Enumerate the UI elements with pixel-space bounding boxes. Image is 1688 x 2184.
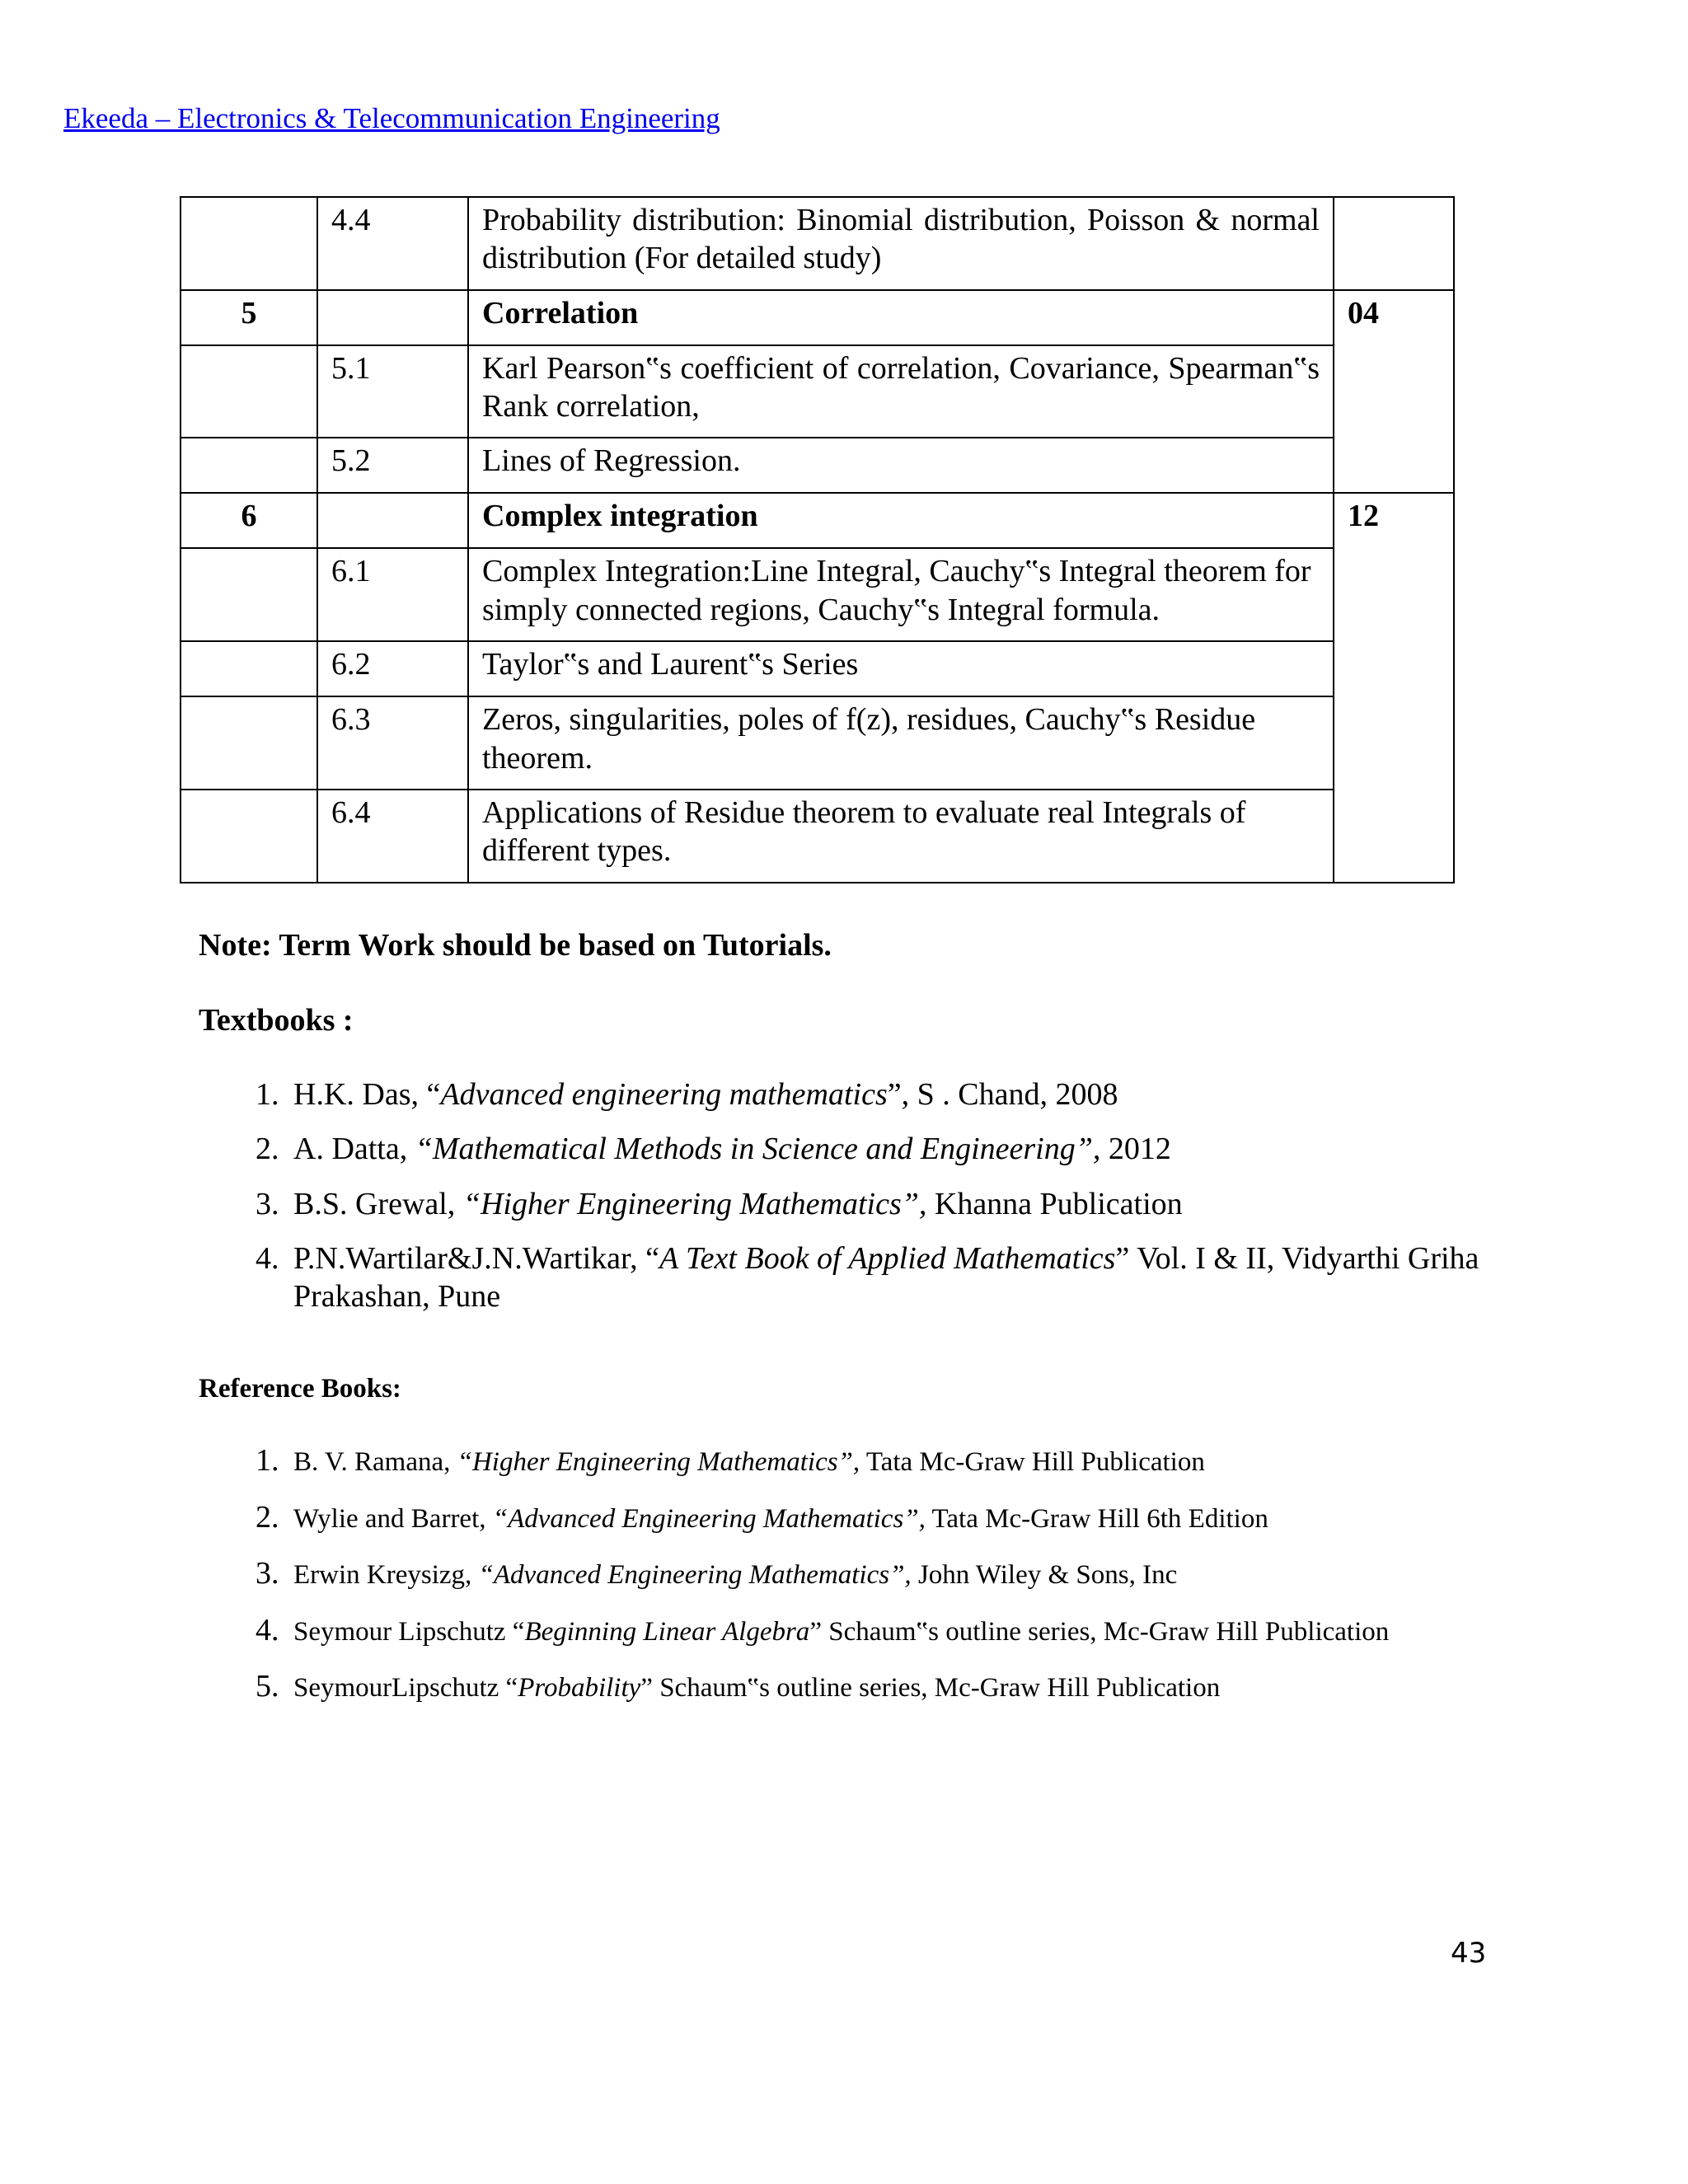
hours-cell: 12 <box>1334 493 1454 882</box>
list-item: 2. A. Datta, “Mathematical Methods in Science and Engineering”, 2012 <box>287 1130 1540 1168</box>
module-cell <box>181 641 317 696</box>
module-cell <box>181 345 317 438</box>
topic-cell: Complex Integration:Line Integral, Cauchy‟s Integral theorem for simply connected regions, Cauchy‟s Integral formula. <box>468 548 1334 641</box>
topic-cell: Applications of Residue theorem to evaluate real Integrals of different types. <box>468 790 1334 883</box>
book-title: A Text Book of Applied Mathematics <box>659 1241 1116 1277</box>
book-title: Advanced engineering mathematics <box>440 1077 888 1112</box>
sub-module-cell: 6.3 <box>317 696 468 790</box>
sub-module-cell: 6.1 <box>317 548 468 641</box>
list-item: 1. B. V. Ramana, “Higher Engineering Mathematics”, Tata Mc-Graw Hill Publication <box>287 1442 1523 1479</box>
module-cell <box>181 438 317 493</box>
table-row <box>181 790 1454 883</box>
list-item: 4. Seymour Lipschutz “Beginning Linear Algebra” Schaum‟s outline series, Mc-Graw Hill Publication <box>287 1612 1523 1649</box>
syllabus-table <box>180 196 1455 883</box>
table-row <box>181 438 1454 493</box>
module-cell: 6 <box>181 493 317 548</box>
textbooks-heading: Textbooks : <box>199 1003 354 1038</box>
page-number: 43 <box>1451 1937 1487 1970</box>
module-cell <box>181 197 317 290</box>
sub-module-cell: 5.1 <box>317 345 468 438</box>
reference-books-heading: Reference Books: <box>199 1374 401 1404</box>
book-title: “Advanced Engineering Mathematics”, <box>478 1560 912 1591</box>
table-row <box>181 548 1454 641</box>
sub-module-cell: 6.4 <box>317 790 468 883</box>
topic-cell: Zeros, singularities, poles of f(z), residues, Cauchy‟s Residue theorem. <box>468 696 1334 790</box>
sub-module-cell: 5.2 <box>317 438 468 493</box>
list-item: 3. Erwin Kreysizg, “Advanced Engineering Mathematics”, John Wiley & Sons, Inc <box>287 1555 1523 1592</box>
topic-cell: Lines of Regression. <box>468 438 1334 493</box>
term-work-note: Note: Term Work should be based on Tutorials. <box>199 928 832 963</box>
textbooks-list <box>231 1076 1540 1333</box>
list-item: 3. B.S. Grewal, “Higher Engineering Mathematics”, Khanna Publication <box>287 1185 1540 1223</box>
hours-cell: 04 <box>1334 290 1454 494</box>
module-title-cell: Complex integration <box>468 493 1334 548</box>
module-cell <box>181 790 317 883</box>
list-item: 5. SeymourLipschutz “Probability” Schaum‟s outline series, Mc-Graw Hill Publication <box>287 1668 1523 1705</box>
module-title-cell: Correlation <box>468 290 1334 345</box>
book-title: Beginning Linear Algebra <box>524 1616 810 1647</box>
sub-module-cell <box>317 290 468 345</box>
table-row <box>181 345 1454 438</box>
table-row <box>181 696 1454 790</box>
table-row <box>181 641 1454 696</box>
table-row <box>181 493 1454 548</box>
list-item: 4. P.N.Wartilar&J.N.Wartikar, “A Text Book of Applied Mathematics” Vol. I & II, Vidyarthi Griha Prakashan, Pune <box>287 1240 1540 1316</box>
module-cell <box>181 696 317 790</box>
sub-module-cell: 6.2 <box>317 641 468 696</box>
sub-module-cell: 4.4 <box>317 197 468 290</box>
book-title: “Higher Engineering Mathematics”, <box>462 1186 927 1221</box>
module-cell <box>181 548 317 641</box>
reference-books-list <box>231 1442 1523 1725</box>
header-link[interactable]: Ekeeda – Electronics & Telecommunication Engineering <box>63 102 720 134</box>
topic-cell: Probability distribution: Binomial distribution, Poisson & normal distribution (For detailed study) <box>468 197 1334 290</box>
topic-cell: Taylor‟s and Laurent‟s Series <box>468 641 1334 696</box>
book-title: Probability <box>518 1673 641 1704</box>
list-item: 1. H.K. Das, “Advanced engineering mathematics”, S . Chand, 2008 <box>287 1076 1540 1113</box>
module-cell: 5 <box>181 290 317 345</box>
topic-cell: Karl Pearson‟s coefficient of correlation, Covariance, Spearman‟s Rank correlation, <box>468 345 1334 438</box>
table-row <box>181 290 1454 345</box>
table-row <box>181 197 1454 290</box>
book-title: “Mathematical Methods in Science and Engineering”, <box>415 1132 1101 1167</box>
book-title: “Higher Engineering Mathematics”, <box>457 1447 860 1477</box>
hours-cell <box>1334 197 1454 290</box>
list-item: 2. Wylie and Barret, “Advanced Engineering Mathematics”, Tata Mc-Graw Hill 6th Edition <box>287 1499 1523 1536</box>
book-title: “Advanced Engineering Mathematics”, <box>492 1503 926 1534</box>
sub-module-cell <box>317 493 468 548</box>
